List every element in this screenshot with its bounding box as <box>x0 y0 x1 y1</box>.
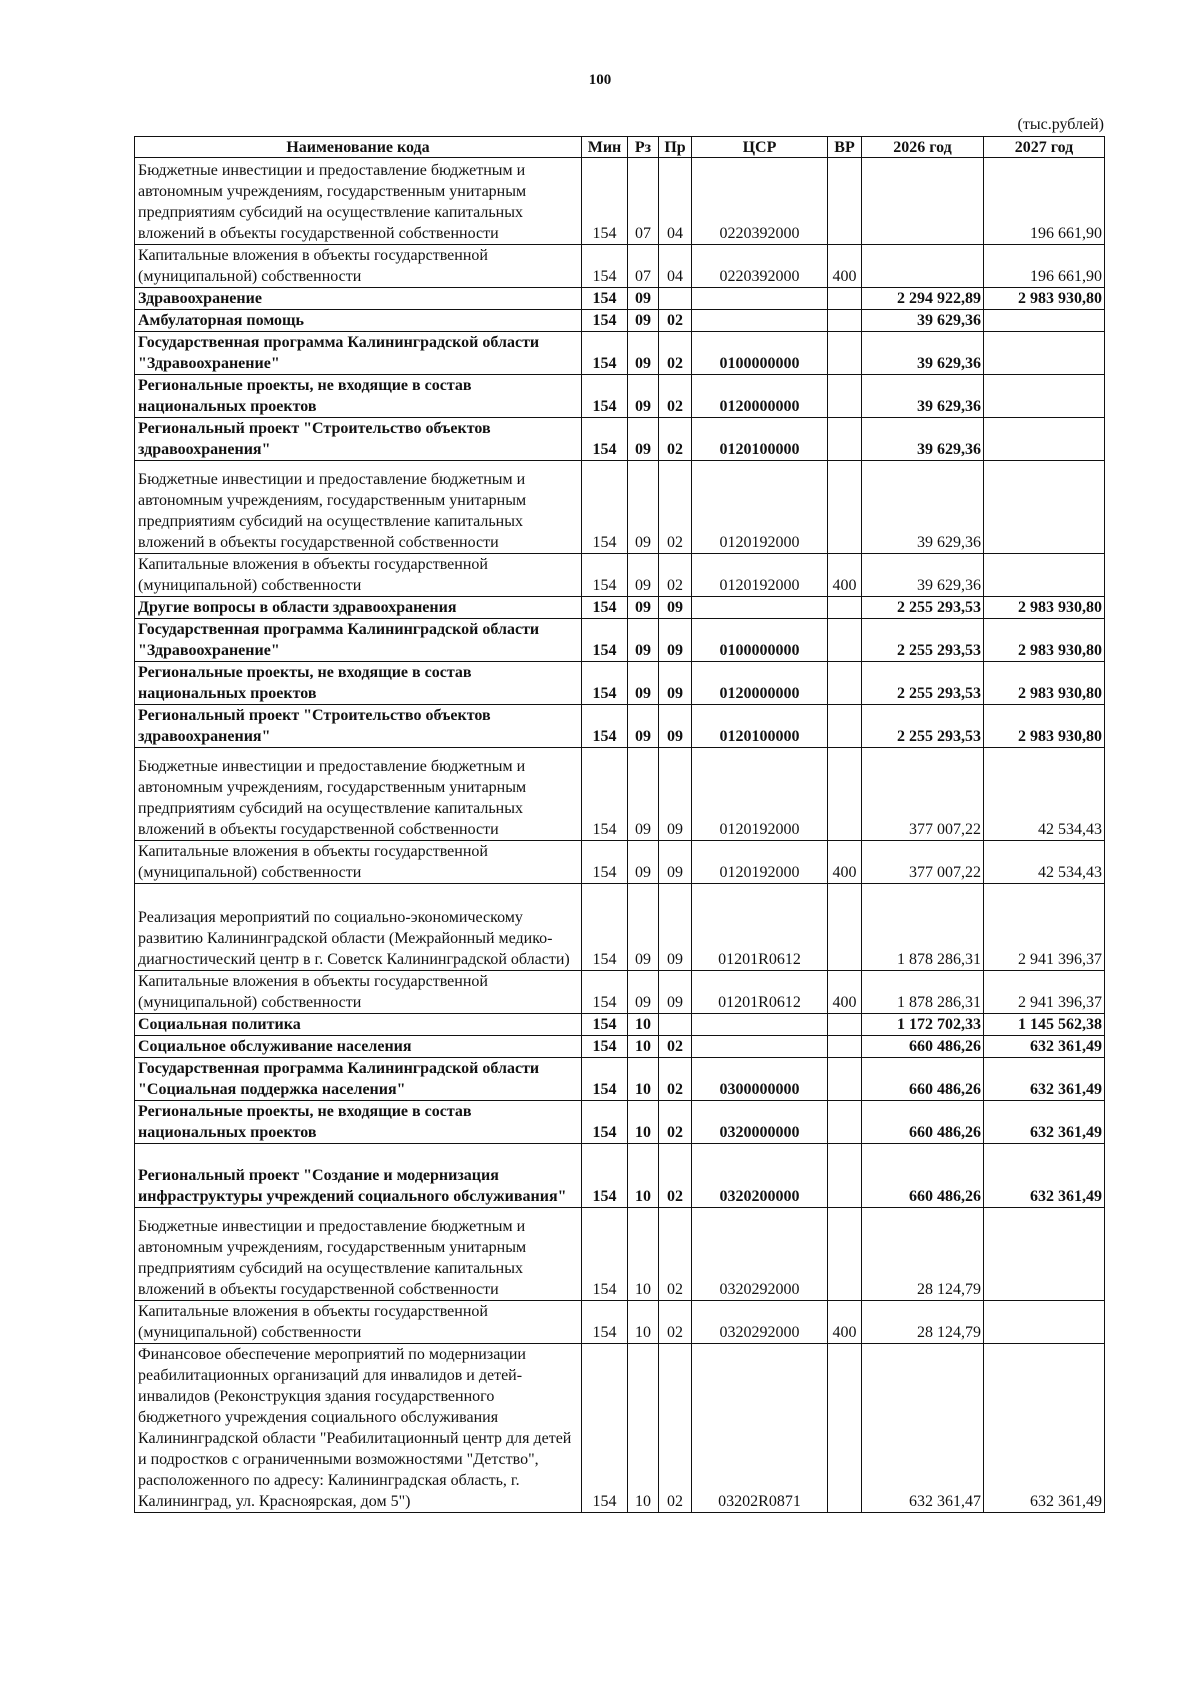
row-rz-cell: 10 <box>628 1036 659 1058</box>
row-rz-cell: 10 <box>628 1058 659 1101</box>
row-2026-cell: 39 629,36 <box>862 418 984 461</box>
row-pr-cell: 02 <box>659 461 692 554</box>
row-name-cell: Региональный проект "Создание и модернизация инфраструктуры учреждений социального обслуживания" <box>135 1144 582 1208</box>
row-pr-cell: 02 <box>659 1101 692 1144</box>
table-row <box>135 1344 1105 1513</box>
row-name-cell: Региональный проект "Строительство объектов здравоохранения" <box>135 705 582 748</box>
table-row <box>135 554 1105 597</box>
row-pr-cell: 02 <box>659 1301 692 1344</box>
row-2026-cell: 39 629,36 <box>862 310 984 332</box>
row-csr-cell: 0320292000 <box>692 1301 828 1344</box>
row-name-cell: Региональные проекты, не входящие в состав национальных проектов <box>135 375 582 418</box>
row-pr-cell: 09 <box>659 884 692 971</box>
table-row <box>135 288 1105 310</box>
row-min-cell: 154 <box>582 310 628 332</box>
row-2026-cell: 2 294 922,89 <box>862 288 984 310</box>
row-2027-cell <box>984 310 1105 332</box>
row-2027-cell: 42 534,43 <box>984 841 1105 884</box>
header-vr: ВР <box>828 137 862 158</box>
row-rz-cell: 09 <box>628 841 659 884</box>
row-vr-cell: 400 <box>828 1301 862 1344</box>
row-pr-cell: 09 <box>659 597 692 619</box>
table-row <box>135 1144 1105 1208</box>
row-min-cell: 154 <box>582 841 628 884</box>
row-vr-cell <box>828 332 862 375</box>
row-pr-cell <box>659 1014 692 1036</box>
row-csr-cell: 0120192000 <box>692 748 828 841</box>
table-row <box>135 1208 1105 1301</box>
table-row <box>135 662 1105 705</box>
header-pr: Пр <box>659 137 692 158</box>
row-name-cell: Региональный проект "Строительство объектов здравоохранения" <box>135 418 582 461</box>
table-row <box>135 158 1105 245</box>
row-2027-cell: 2 941 396,37 <box>984 971 1105 1014</box>
row-csr-cell: 0120192000 <box>692 554 828 597</box>
row-vr-cell <box>828 461 862 554</box>
row-name-cell: Бюджетные инвестиции и предоставление бюджетным и автономным учреждениям, государственным унитарным предприятиям субсидий на осуществление капитальных вложений в объекты государственной собственности <box>135 748 582 841</box>
row-name-cell: Государственная программа Калининградской области "Здравоохранение" <box>135 619 582 662</box>
row-min-cell: 154 <box>582 748 628 841</box>
row-name-cell: Капитальные вложения в объекты государственной (муниципальной) собственности <box>135 971 582 1014</box>
row-min-cell: 154 <box>582 554 628 597</box>
row-pr-cell: 09 <box>659 748 692 841</box>
row-min-cell: 154 <box>582 418 628 461</box>
row-min-cell: 154 <box>582 884 628 971</box>
row-pr-cell: 04 <box>659 245 692 288</box>
row-csr-cell <box>692 1014 828 1036</box>
row-name-cell: Государственная программа Калининградской области "Здравоохранение" <box>135 332 582 375</box>
header-csr: ЦСР <box>692 137 828 158</box>
row-2027-cell <box>984 375 1105 418</box>
row-vr-cell <box>828 884 862 971</box>
row-vr-cell <box>828 1101 862 1144</box>
row-pr-cell: 02 <box>659 1344 692 1513</box>
row-name-cell: Региональные проекты, не входящие в состав национальных проектов <box>135 662 582 705</box>
row-2027-cell: 2 983 930,80 <box>984 619 1105 662</box>
row-rz-cell: 09 <box>628 310 659 332</box>
row-2026-cell: 2 255 293,53 <box>862 662 984 705</box>
row-2026-cell: 28 124,79 <box>862 1208 984 1301</box>
header-name: Наименование кода <box>135 137 582 158</box>
table-row <box>135 705 1105 748</box>
row-rz-cell: 09 <box>628 375 659 418</box>
table-row <box>135 332 1105 375</box>
row-min-cell: 154 <box>582 662 628 705</box>
row-csr-cell: 01201R0612 <box>692 884 828 971</box>
row-pr-cell: 02 <box>659 1208 692 1301</box>
row-2026-cell: 39 629,36 <box>862 332 984 375</box>
row-rz-cell: 09 <box>628 748 659 841</box>
row-vr-cell <box>828 310 862 332</box>
row-2026-cell <box>862 245 984 288</box>
row-csr-cell: 0120192000 <box>692 461 828 554</box>
row-pr-cell: 09 <box>659 841 692 884</box>
row-2026-cell: 660 486,26 <box>862 1144 984 1208</box>
table-row <box>135 245 1105 288</box>
unit-label: (тыс.рублей) <box>1017 116 1104 133</box>
row-2027-cell <box>984 1301 1105 1344</box>
row-csr-cell: 0120192000 <box>692 841 828 884</box>
row-vr-cell <box>828 1208 862 1301</box>
row-2026-cell: 377 007,22 <box>862 748 984 841</box>
row-vr-cell <box>828 662 862 705</box>
row-vr-cell <box>828 597 862 619</box>
table-row <box>135 1036 1105 1058</box>
row-name-cell: Капитальные вложения в объекты государственной (муниципальной) собственности <box>135 1301 582 1344</box>
row-rz-cell: 09 <box>628 705 659 748</box>
row-2026-cell: 660 486,26 <box>862 1036 984 1058</box>
row-csr-cell: 0120000000 <box>692 662 828 705</box>
row-rz-cell: 09 <box>628 288 659 310</box>
row-rz-cell: 10 <box>628 1208 659 1301</box>
row-vr-cell <box>828 418 862 461</box>
row-2026-cell: 39 629,36 <box>862 375 984 418</box>
row-name-cell: Здравоохранение <box>135 288 582 310</box>
row-vr-cell <box>828 748 862 841</box>
row-vr-cell <box>828 705 862 748</box>
row-pr-cell: 09 <box>659 619 692 662</box>
row-pr-cell: 02 <box>659 310 692 332</box>
row-min-cell: 154 <box>582 1014 628 1036</box>
row-2027-cell: 632 361,49 <box>984 1058 1105 1101</box>
row-vr-cell <box>828 1344 862 1513</box>
row-rz-cell: 09 <box>628 597 659 619</box>
row-name-cell: Амбулаторная помощь <box>135 310 582 332</box>
row-2027-cell <box>984 461 1105 554</box>
row-vr-cell: 400 <box>828 841 862 884</box>
row-name-cell: Финансовое обеспечение мероприятий по модернизации реабилитационных организаций для инвалидов и детей-инвалидов (Реконструкция здания государственного бюджетного учреждения социального обслуживания Калининградской области "Реабилитационный центр для детей и подростков с ограниченными возможностями "Детство", расположенного по адресу: Калининградская область, г. Калининград, ул. Красноярская, дом 5") <box>135 1344 582 1513</box>
row-2027-cell: 196 661,90 <box>984 245 1105 288</box>
row-2027-cell: 2 983 930,80 <box>984 597 1105 619</box>
row-min-cell: 154 <box>582 705 628 748</box>
row-rz-cell: 07 <box>628 245 659 288</box>
row-vr-cell <box>828 1144 862 1208</box>
table-header-row <box>135 137 1105 158</box>
row-vr-cell <box>828 1036 862 1058</box>
page-number: 100 <box>588 72 612 88</box>
row-2027-cell: 632 361,49 <box>984 1101 1105 1144</box>
table-row <box>135 619 1105 662</box>
row-2026-cell: 39 629,36 <box>862 461 984 554</box>
row-csr-cell: 0320200000 <box>692 1144 828 1208</box>
row-min-cell: 154 <box>582 375 628 418</box>
row-name-cell: Социальная политика <box>135 1014 582 1036</box>
row-rz-cell: 10 <box>628 1344 659 1513</box>
row-vr-cell: 400 <box>828 245 862 288</box>
row-2026-cell <box>862 158 984 245</box>
table-row <box>135 1101 1105 1144</box>
row-pr-cell: 02 <box>659 332 692 375</box>
row-min-cell: 154 <box>582 1344 628 1513</box>
row-vr-cell <box>828 619 862 662</box>
row-rz-cell: 09 <box>628 554 659 597</box>
row-name-cell: Реализация мероприятий по социально-экономическому развитию Калининградской области (Межрайонный медико-диагностический центр в г. Советск Калининградской области) <box>135 884 582 971</box>
row-2027-cell: 2 983 930,80 <box>984 705 1105 748</box>
row-2027-cell: 42 534,43 <box>984 748 1105 841</box>
row-rz-cell: 10 <box>628 1301 659 1344</box>
row-2026-cell: 2 255 293,53 <box>862 597 984 619</box>
row-2027-cell <box>984 1208 1105 1301</box>
row-csr-cell <box>692 1036 828 1058</box>
row-2027-cell <box>984 332 1105 375</box>
header-2026: 2026 год <box>862 137 984 158</box>
row-2026-cell: 632 361,47 <box>862 1344 984 1513</box>
table-row <box>135 310 1105 332</box>
row-2026-cell: 660 486,26 <box>862 1058 984 1101</box>
row-min-cell: 154 <box>582 245 628 288</box>
table-body <box>135 158 1105 1513</box>
header-min: Мин <box>582 137 628 158</box>
row-min-cell: 154 <box>582 597 628 619</box>
row-rz-cell: 09 <box>628 662 659 705</box>
row-pr-cell: 02 <box>659 375 692 418</box>
row-2026-cell: 2 255 293,53 <box>862 705 984 748</box>
row-name-cell: Бюджетные инвестиции и предоставление бюджетным и автономным учреждениям, государственным унитарным предприятиям субсидий на осуществление капитальных вложений в объекты государственной собственности <box>135 461 582 554</box>
row-rz-cell: 09 <box>628 418 659 461</box>
row-csr-cell <box>692 288 828 310</box>
row-name-cell: Капитальные вложения в объекты государственной (муниципальной) собственности <box>135 245 582 288</box>
row-csr-cell: 0220392000 <box>692 245 828 288</box>
row-min-cell: 154 <box>582 619 628 662</box>
row-2027-cell: 632 361,49 <box>984 1144 1105 1208</box>
row-rz-cell: 09 <box>628 461 659 554</box>
row-2026-cell: 2 255 293,53 <box>862 619 984 662</box>
row-pr-cell <box>659 288 692 310</box>
row-name-cell: Региональные проекты, не входящие в состав национальных проектов <box>135 1101 582 1144</box>
row-pr-cell: 09 <box>659 705 692 748</box>
row-vr-cell: 400 <box>828 971 862 1014</box>
row-min-cell: 154 <box>582 1036 628 1058</box>
row-csr-cell: 0320292000 <box>692 1208 828 1301</box>
row-2027-cell: 1 145 562,38 <box>984 1014 1105 1036</box>
row-pr-cell: 02 <box>659 554 692 597</box>
row-min-cell: 154 <box>582 332 628 375</box>
row-2027-cell <box>984 554 1105 597</box>
row-2027-cell: 196 661,90 <box>984 158 1105 245</box>
table-row <box>135 418 1105 461</box>
row-name-cell: Другие вопросы в области здравоохранения <box>135 597 582 619</box>
row-csr-cell: 0100000000 <box>692 332 828 375</box>
row-min-cell: 154 <box>582 158 628 245</box>
row-name-cell: Социальное обслуживание населения <box>135 1036 582 1058</box>
row-vr-cell <box>828 1058 862 1101</box>
row-rz-cell: 09 <box>628 619 659 662</box>
row-pr-cell: 02 <box>659 1144 692 1208</box>
row-pr-cell: 04 <box>659 158 692 245</box>
row-2027-cell: 632 361,49 <box>984 1036 1105 1058</box>
table-row <box>135 1058 1105 1101</box>
row-csr-cell: 03202R0871 <box>692 1344 828 1513</box>
row-2026-cell: 377 007,22 <box>862 841 984 884</box>
header-2027: 2027 год <box>984 137 1105 158</box>
row-pr-cell: 09 <box>659 971 692 1014</box>
table-row <box>135 748 1105 841</box>
row-2026-cell: 660 486,26 <box>862 1101 984 1144</box>
row-csr-cell: 0220392000 <box>692 158 828 245</box>
row-csr-cell: 0120100000 <box>692 705 828 748</box>
row-2027-cell: 2 941 396,37 <box>984 884 1105 971</box>
table-row <box>135 841 1105 884</box>
row-min-cell: 154 <box>582 288 628 310</box>
row-name-cell: Государственная программа Калининградской области "Социальная поддержка населения" <box>135 1058 582 1101</box>
table-row <box>135 971 1105 1014</box>
row-csr-cell: 0300000000 <box>692 1058 828 1101</box>
row-2026-cell: 1 172 702,33 <box>862 1014 984 1036</box>
row-2026-cell: 1 878 286,31 <box>862 884 984 971</box>
row-rz-cell: 07 <box>628 158 659 245</box>
row-vr-cell: 400 <box>828 554 862 597</box>
row-vr-cell <box>828 1014 862 1036</box>
row-pr-cell: 09 <box>659 662 692 705</box>
row-rz-cell: 10 <box>628 1144 659 1208</box>
table-row <box>135 1014 1105 1036</box>
row-csr-cell: 0320000000 <box>692 1101 828 1144</box>
row-csr-cell <box>692 310 828 332</box>
row-name-cell: Бюджетные инвестиции и предоставление бюджетным и автономным учреждениям, государственным унитарным предприятиям субсидий на осуществление капитальных вложений в объекты государственной собственности <box>135 1208 582 1301</box>
row-pr-cell: 02 <box>659 1058 692 1101</box>
row-min-cell: 154 <box>582 1301 628 1344</box>
row-csr-cell: 0120100000 <box>692 418 828 461</box>
row-min-cell: 154 <box>582 971 628 1014</box>
row-2026-cell: 39 629,36 <box>862 554 984 597</box>
row-min-cell: 154 <box>582 461 628 554</box>
row-vr-cell <box>828 158 862 245</box>
header-rz: Рз <box>628 137 659 158</box>
budget-table <box>134 136 1105 1513</box>
row-name-cell: Бюджетные инвестиции и предоставление бюджетным и автономным учреждениям, государственным унитарным предприятиям субсидий на осуществление капитальных вложений в объекты государственной собственности <box>135 158 582 245</box>
row-csr-cell <box>692 597 828 619</box>
row-name-cell: Капитальные вложения в объекты государственной (муниципальной) собственности <box>135 841 582 884</box>
row-2026-cell: 1 878 286,31 <box>862 971 984 1014</box>
row-2027-cell <box>984 418 1105 461</box>
row-pr-cell: 02 <box>659 418 692 461</box>
row-vr-cell <box>828 288 862 310</box>
row-rz-cell: 09 <box>628 332 659 375</box>
row-rz-cell: 10 <box>628 1101 659 1144</box>
table-row <box>135 597 1105 619</box>
row-rz-cell: 10 <box>628 1014 659 1036</box>
row-name-cell: Капитальные вложения в объекты государственной (муниципальной) собственности <box>135 554 582 597</box>
row-2027-cell: 2 983 930,80 <box>984 662 1105 705</box>
row-min-cell: 154 <box>582 1101 628 1144</box>
table-row <box>135 1301 1105 1344</box>
row-2027-cell: 632 361,49 <box>984 1344 1105 1513</box>
row-csr-cell: 0120000000 <box>692 375 828 418</box>
row-min-cell: 154 <box>582 1208 628 1301</box>
table-row <box>135 461 1105 554</box>
row-2026-cell: 28 124,79 <box>862 1301 984 1344</box>
table-row <box>135 884 1105 971</box>
table-row <box>135 375 1105 418</box>
row-pr-cell: 02 <box>659 1036 692 1058</box>
row-min-cell: 154 <box>582 1058 628 1101</box>
row-csr-cell: 0100000000 <box>692 619 828 662</box>
row-min-cell: 154 <box>582 1144 628 1208</box>
row-csr-cell: 01201R0612 <box>692 971 828 1014</box>
row-rz-cell: 09 <box>628 971 659 1014</box>
row-vr-cell <box>828 375 862 418</box>
row-2027-cell: 2 983 930,80 <box>984 288 1105 310</box>
row-rz-cell: 09 <box>628 884 659 971</box>
